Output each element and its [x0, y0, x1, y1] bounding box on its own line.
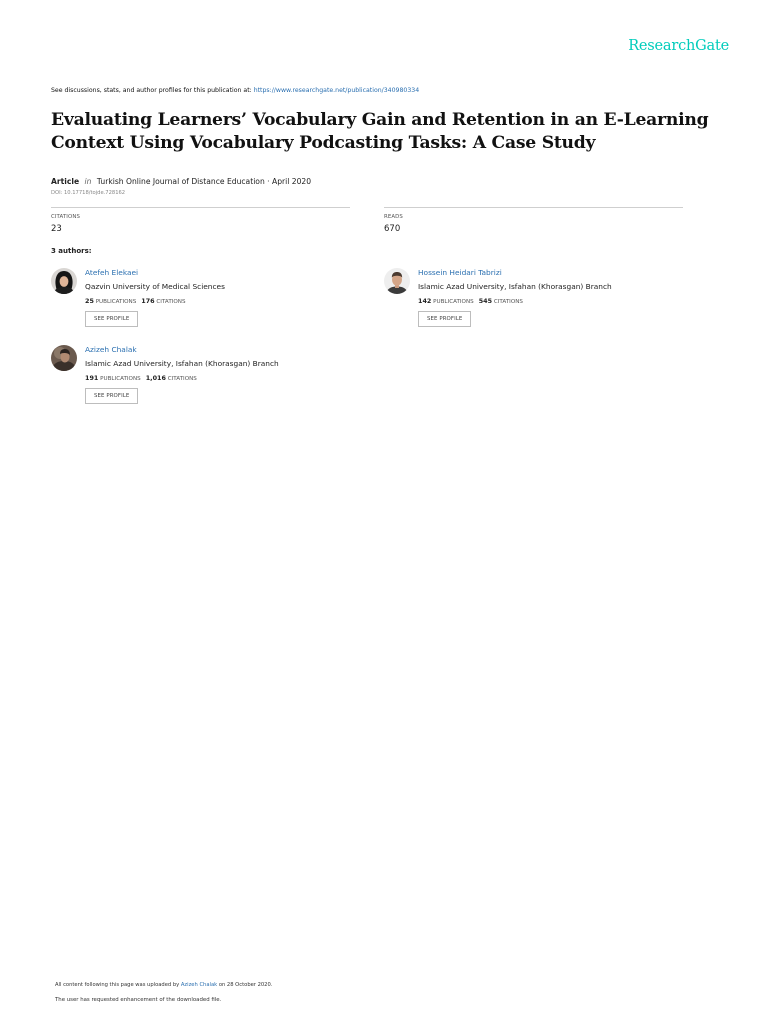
reads-label: READS [384, 214, 403, 220]
researchgate-logo[interactable]: ResearchGate [628, 38, 729, 54]
uploader-link[interactable]: Azizeh Chalak [180, 982, 218, 988]
avatar-image [384, 268, 410, 294]
author-citations-count: 545 [478, 297, 493, 305]
publication-link[interactable]: https://www.researchgate.net/publication/340980334 [253, 87, 420, 94]
avatar-image [51, 268, 77, 294]
citations-count: 23 [51, 224, 62, 234]
enhancement-note: The user has requested enhancement of the downloaded file. [55, 997, 222, 1003]
author-name[interactable]: Hossein Heidari Tabrizi [418, 268, 502, 277]
author-citations-count: 1,016 [145, 374, 166, 382]
publications-count: 142 [418, 297, 432, 305]
citations-label: CITATIONS [51, 214, 80, 220]
author-citations-label: CITATIONS [156, 299, 186, 305]
author-avatar[interactable] [51, 268, 77, 294]
author-name[interactable]: Atefeh Elekaei [85, 268, 139, 277]
author-affiliation: Islamic Azad University, Isfahan (Khorasgan) Branch [418, 282, 612, 291]
see-profile-button[interactable]: SEE PROFILE [418, 311, 471, 327]
author-avatar[interactable] [384, 268, 410, 294]
author-counts [85, 374, 279, 382]
citations-stat [51, 207, 350, 234]
upload-date: on 28 October 2020. [218, 982, 273, 988]
article-meta [51, 177, 311, 186]
publications-label: PUBLICATIONS [100, 376, 141, 382]
publications-count: 191 [85, 374, 99, 382]
author-affiliation: Qazvin University of Medical Sciences [85, 282, 225, 291]
author-counts [85, 297, 225, 305]
avatar-image [51, 345, 77, 371]
see-profile-button[interactable]: SEE PROFILE [85, 311, 138, 327]
author-avatar[interactable] [51, 345, 77, 371]
authors-heading: 3 authors: [51, 247, 92, 255]
reads-stat [384, 207, 683, 234]
discussions-prefix: See discussions, stats, and author profiles for this publication at: [51, 87, 252, 94]
publications-label: PUBLICATIONS [95, 299, 137, 305]
article-type: Article [51, 177, 80, 186]
discussions-line [51, 87, 419, 94]
publications-count: 25 [85, 297, 94, 305]
in-word: in [84, 177, 92, 186]
see-profile-button[interactable]: SEE PROFILE [85, 388, 138, 404]
author-info [85, 345, 279, 404]
author-citations-count: 176 [141, 297, 155, 305]
author-name[interactable]: Azizeh Chalak [85, 345, 137, 354]
author-citations-label: CITATIONS [167, 376, 197, 382]
doi: DOI: 10.17718/tojde.728162 [51, 190, 126, 196]
article-title: Evaluating Learners’ Vocabulary Gain and Retention in an E-Learning Context Using Vocabulary Podcasting Tasks: A Case Study [51, 110, 709, 153]
author-affiliation: Islamic Azad University, Isfahan (Khorasgan) Branch [85, 359, 279, 368]
journal-info: Turkish Online Journal of Distance Education · April 2020 [96, 177, 312, 186]
upload-note [55, 982, 272, 988]
author-counts [418, 297, 612, 305]
author-citations-label: CITATIONS [493, 299, 523, 305]
author-info [85, 268, 225, 327]
upload-prefix: All content following this page was uploaded by [55, 982, 180, 988]
publications-label: PUBLICATIONS [433, 299, 474, 305]
author-info [418, 268, 612, 327]
reads-count: 670 [384, 224, 401, 234]
